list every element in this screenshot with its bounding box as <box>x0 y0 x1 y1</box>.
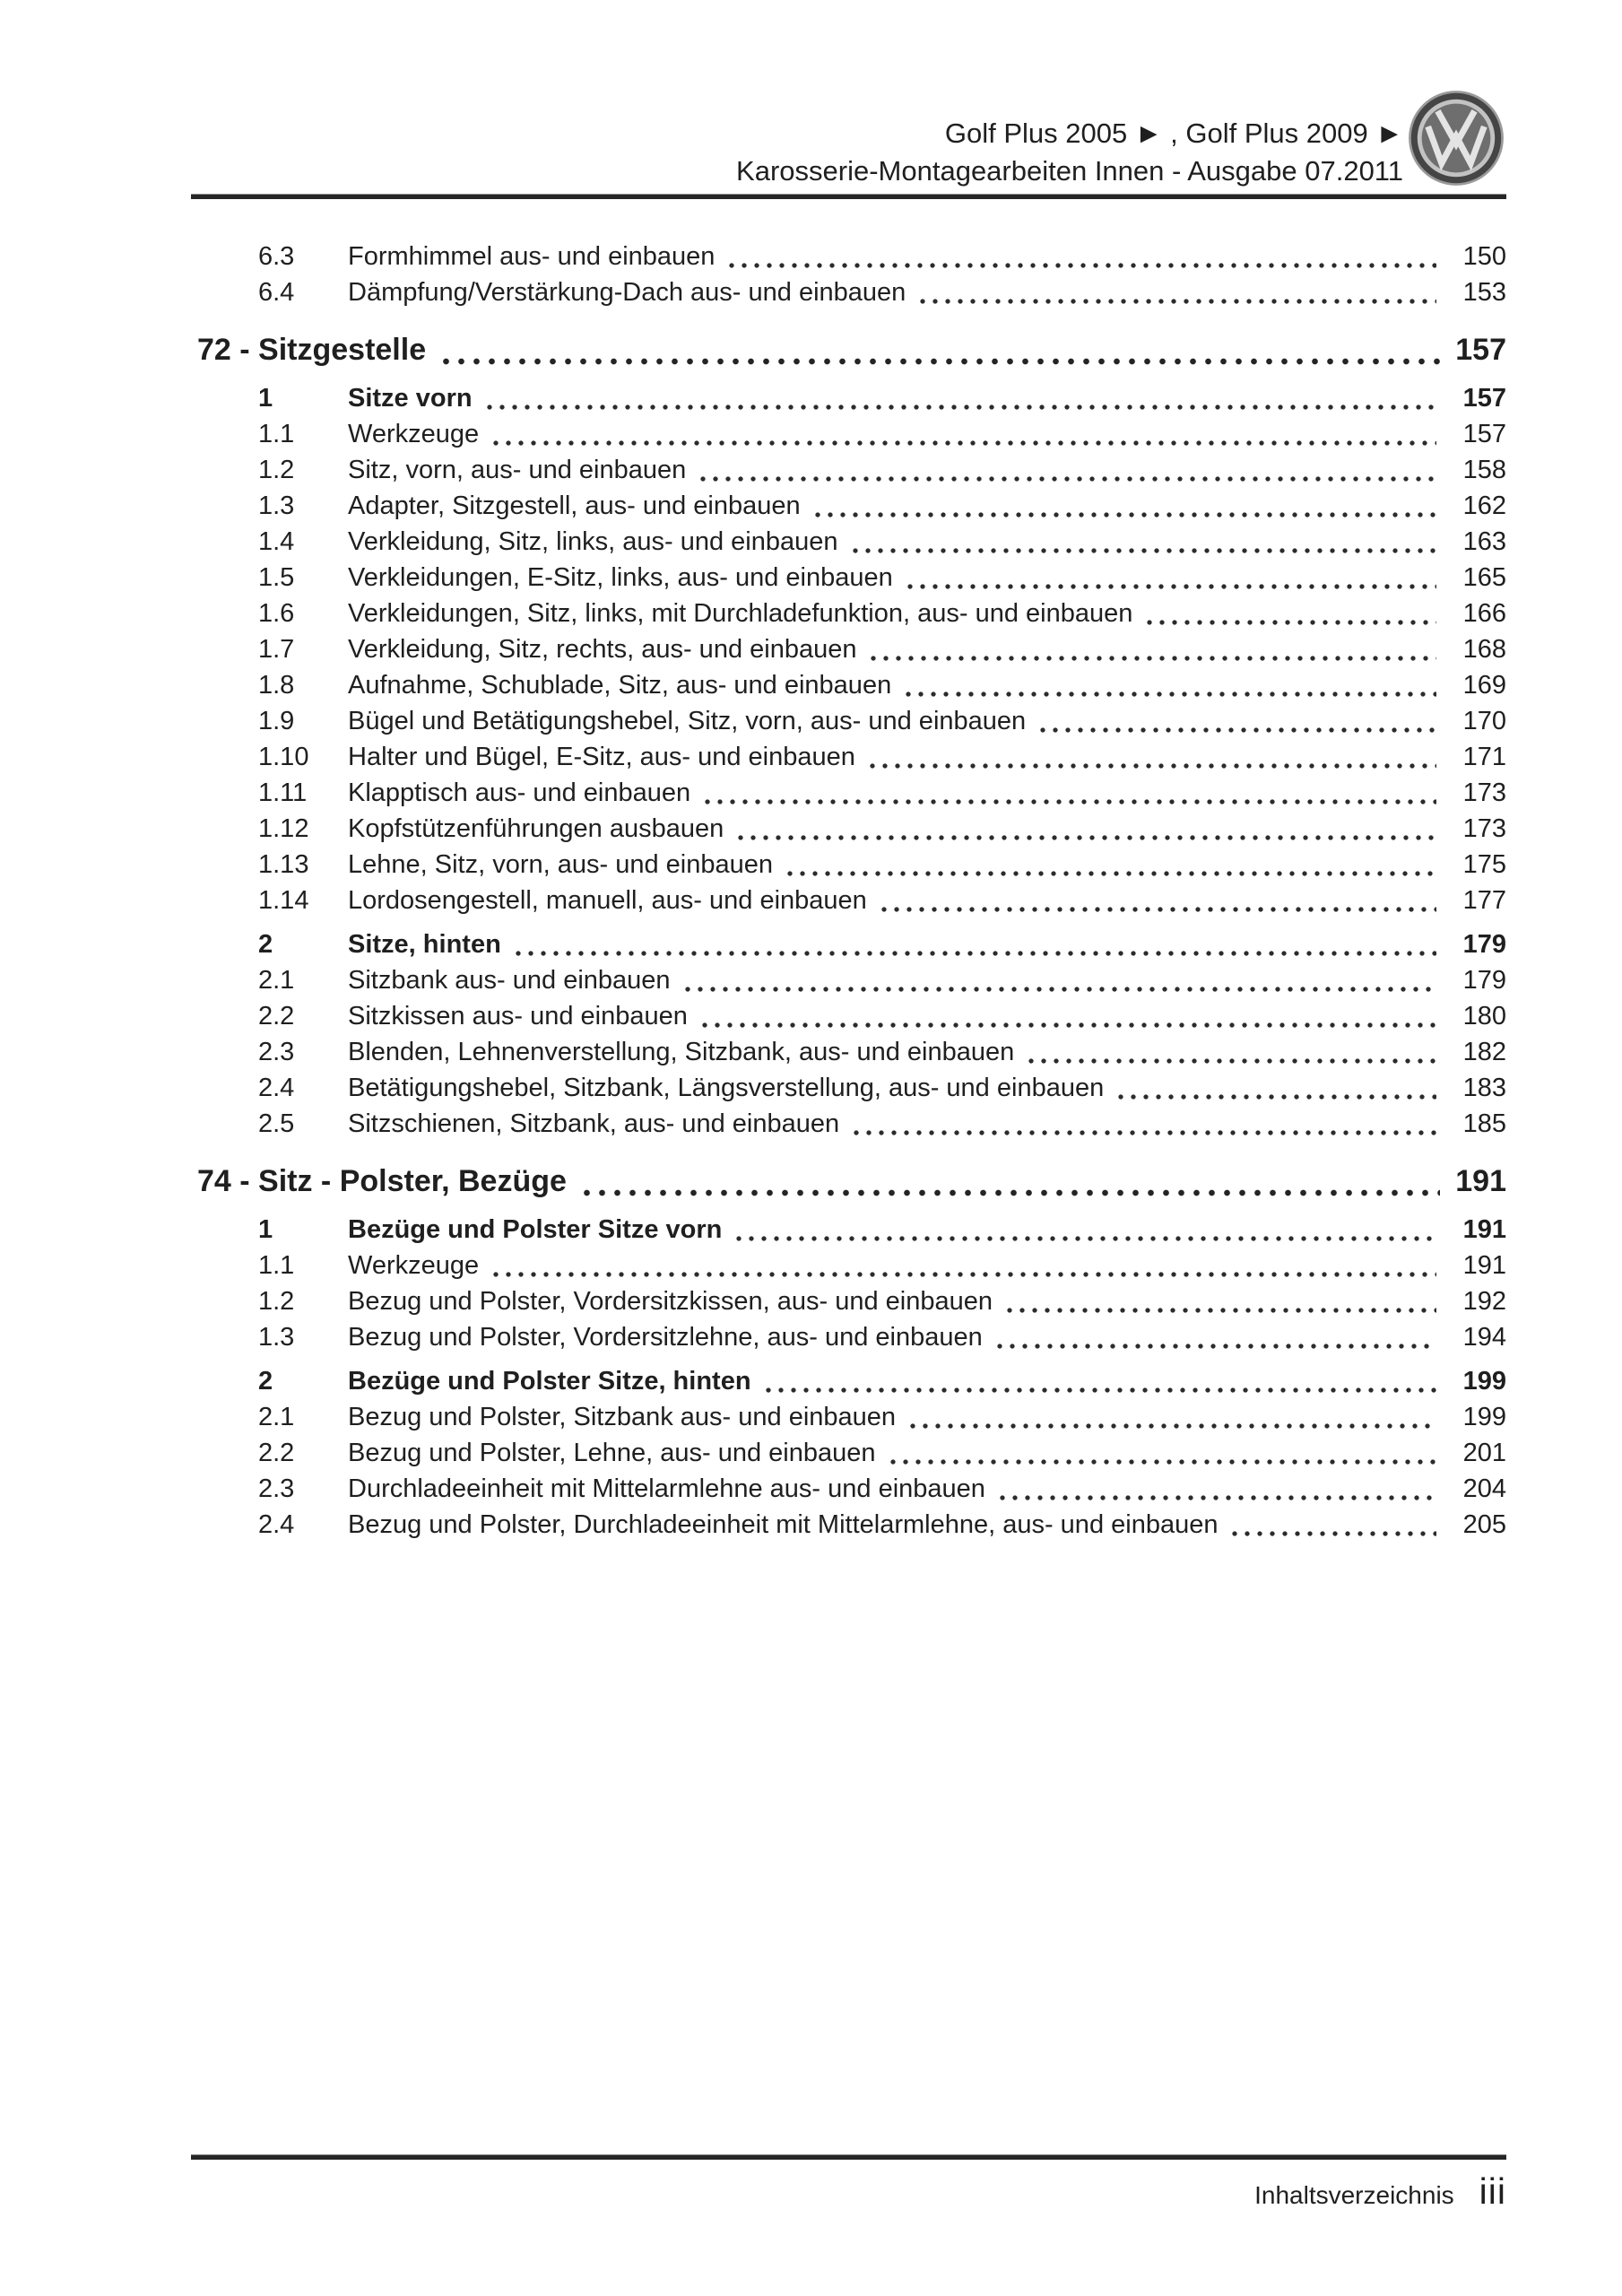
dot-leader <box>850 1106 1436 1142</box>
toc-entry-title: Bezug und Polster, Vordersitzlehne, aus- und einbauen <box>348 1323 983 1352</box>
dot-leader <box>906 1399 1436 1435</box>
dot-leader <box>811 488 1436 524</box>
dot-leader <box>867 631 1436 667</box>
toc-entry-page: 163 <box>1462 527 1506 556</box>
dot-leader <box>1037 703 1436 739</box>
toc-entry <box>191 962 1506 998</box>
toc-entry-title: Bezug und Polster, Sitzbank aus- und einbauen <box>348 1403 897 1431</box>
toc-entry-page: 204 <box>1462 1474 1506 1503</box>
dot-leader <box>1115 1070 1436 1106</box>
toc-entry-page: 183 <box>1462 1074 1506 1102</box>
toc-entry <box>191 667 1506 703</box>
toc-entry-page: 199 <box>1462 1367 1506 1396</box>
toc-entry-number: 2.1 <box>258 1403 295 1431</box>
toc-entry-page: 201 <box>1462 1439 1506 1467</box>
toc-entry <box>191 1106 1506 1142</box>
dot-leader <box>1025 1034 1436 1070</box>
toc-entry <box>191 1159 1506 1204</box>
toc-entry <box>191 775 1506 811</box>
toc-entry-title: Kopfstützenführungen ausbauen <box>348 814 724 843</box>
dot-leader <box>866 739 1436 775</box>
toc-entry-number: 2 <box>258 1367 273 1396</box>
toc-entry <box>191 596 1506 631</box>
toc-entry-number: 2.2 <box>258 1002 295 1031</box>
dot-leader <box>734 811 1436 847</box>
toc-entry <box>191 274 1506 310</box>
dot-leader <box>490 416 1436 452</box>
toc-entry-number: 2.5 <box>258 1109 295 1138</box>
toc-entry-title: Werkzeuge <box>348 420 480 448</box>
toc-entry-title: 74 - Sitz - Polster, Bezüge <box>197 1164 567 1198</box>
toc-entry-title: Bezüge und Polster Sitze vorn <box>348 1215 723 1244</box>
toc-entry-title: Sitze vorn <box>348 384 473 413</box>
toc-entry <box>191 847 1506 883</box>
toc-entry-page: 179 <box>1462 930 1506 959</box>
toc-entry <box>191 327 1506 372</box>
toc-entry-number: 1 <box>258 384 273 413</box>
toc-entry-number: 2.2 <box>258 1439 295 1467</box>
toc-list <box>191 226 1506 1543</box>
toc-entry-number: 1.10 <box>258 743 309 771</box>
toc-entry-page: 157 <box>1462 384 1506 413</box>
toc-entry-number: 1.5 <box>258 563 295 592</box>
toc-entry-page: 162 <box>1462 491 1506 520</box>
toc-entry-page: 185 <box>1462 1109 1506 1138</box>
toc-entry-title: Sitzkissen aus- und einbauen <box>348 1002 688 1031</box>
toc-entry-number: 2.3 <box>258 1038 295 1066</box>
toc-entry-page: 173 <box>1462 778 1506 807</box>
dot-leader <box>490 1248 1436 1283</box>
toc-entry-title: Betätigungshebel, Sitzbank, Längsverstellung, aus- und einbauen <box>348 1074 1105 1102</box>
toc-entry-title: Bügel und Betätigungshebel, Sitz, vorn, aus- und einbauen <box>348 707 1027 735</box>
dot-leader <box>784 847 1436 883</box>
toc-entry <box>191 739 1506 775</box>
toc-entry-title: Klapptisch aus- und einbauen <box>348 778 691 807</box>
toc-entry-title: Bezug und Polster, Lehne, aus- und einbauen <box>348 1439 876 1467</box>
header-title-line: Karosserie-Montagearbeiten Innen - Ausgabe 07.2011 <box>736 155 1403 187</box>
toc-entry <box>191 1034 1506 1070</box>
toc-entry-title: Lehne, Sitz, vorn, aus- und einbauen <box>348 850 773 879</box>
dot-leader <box>1143 596 1436 631</box>
toc-entry <box>191 811 1506 847</box>
toc-entry-page: 157 <box>1455 333 1506 367</box>
toc-entry <box>191 380 1506 416</box>
toc-entry-number: 1.13 <box>258 850 309 879</box>
dot-leader <box>438 327 1440 372</box>
toc-entry <box>191 1212 1506 1248</box>
toc-entry-page: 168 <box>1462 635 1506 664</box>
dot-leader <box>904 560 1436 596</box>
dot-leader <box>878 883 1436 918</box>
toc-entry <box>191 1507 1506 1543</box>
dot-leader <box>483 380 1436 416</box>
toc-entry-number: 1.1 <box>258 420 295 448</box>
toc-entry-number: 2 <box>258 930 273 959</box>
toc-entry-number: 6.3 <box>258 242 295 271</box>
dot-leader <box>681 962 1436 998</box>
toc-entry-title: Bezüge und Polster Sitze, hinten <box>348 1367 751 1396</box>
toc-entry <box>191 452 1506 488</box>
toc-entry <box>191 631 1506 667</box>
toc-entry-title: Sitzbank aus- und einbauen <box>348 966 671 995</box>
toc-entry-page: 199 <box>1462 1403 1506 1431</box>
toc-entry-page: 175 <box>1462 850 1506 879</box>
toc-entry-title: Sitze, hinten <box>348 930 501 959</box>
dot-leader <box>996 1471 1436 1507</box>
toc-entry-title: Durchladeeinheit mit Mittelarmlehne aus- und einbauen <box>348 1474 985 1503</box>
toc-entry <box>191 703 1506 739</box>
toc-entry-number: 2.4 <box>258 1510 295 1539</box>
footer-divider <box>191 2154 1506 2160</box>
toc-entry <box>191 416 1506 452</box>
toc-entry-page: 179 <box>1462 966 1506 995</box>
dot-leader <box>512 926 1436 962</box>
dot-leader <box>733 1212 1436 1248</box>
toc-entry-number: 2.4 <box>258 1074 295 1102</box>
toc-entry-title: Formhimmel aus- und einbauen <box>348 242 716 271</box>
toc-entry-number: 1.2 <box>258 1287 295 1316</box>
toc-entry-number: 1.3 <box>258 1323 295 1352</box>
dot-leader <box>698 998 1436 1034</box>
toc-entry-page: 182 <box>1462 1038 1506 1066</box>
page-footer <box>1254 2170 1506 2213</box>
dot-leader <box>697 452 1436 488</box>
toc-entry <box>191 1471 1506 1507</box>
toc-entry-number: 2.1 <box>258 966 295 995</box>
toc-entry-page: 192 <box>1462 1287 1506 1316</box>
toc-entry-page: 191 <box>1462 1251 1506 1280</box>
toc-entry <box>191 560 1506 596</box>
dot-leader <box>579 1159 1440 1204</box>
toc-entry-title: Bezug und Polster, Durchladeeinheit mit Mittelarmlehne, aus- und einbauen <box>348 1510 1219 1539</box>
toc-entry-number: 1.7 <box>258 635 295 664</box>
toc-entry-page: 169 <box>1462 671 1506 700</box>
toc-entry-title: Blenden, Lehnenverstellung, Sitzbank, aus- und einbauen <box>348 1038 1015 1066</box>
toc-entry <box>191 1283 1506 1319</box>
toc-entry-page: 153 <box>1462 278 1506 307</box>
toc-entry-page: 177 <box>1462 886 1506 915</box>
toc-entry-title: Verkleidungen, Sitz, links, mit Durchladefunktion, aus- und einbauen <box>348 599 1133 628</box>
toc-entry-title: Dämpfung/Verstärkung-Dach aus- und einbauen <box>348 278 906 307</box>
toc-entry-page: 150 <box>1462 242 1506 271</box>
toc-entry-number: 2.3 <box>258 1474 295 1503</box>
toc-entry-title: Werkzeuge <box>348 1251 480 1280</box>
toc-entry-page: 165 <box>1462 563 1506 592</box>
toc-entry-page: 170 <box>1462 707 1506 735</box>
toc-entry <box>191 1435 1506 1471</box>
toc-entry-page: 158 <box>1462 456 1506 484</box>
toc-entry-number: 1 <box>258 1215 273 1244</box>
toc-entry <box>191 1319 1506 1355</box>
toc-entry-number: 1.8 <box>258 671 295 700</box>
toc-entry <box>191 1399 1506 1435</box>
toc-entry-page: 180 <box>1462 1002 1506 1031</box>
toc-entry-number: 1.11 <box>258 778 308 807</box>
dot-leader <box>849 524 1436 560</box>
toc-entry <box>191 883 1506 918</box>
dot-leader <box>725 239 1436 274</box>
toc-entry-title: Halter und Bügel, E-Sitz, aus- und einbauen <box>348 743 855 771</box>
toc-entry-number: 1.14 <box>258 886 309 915</box>
toc-entry-number: 1.9 <box>258 707 295 735</box>
toc-entry-page: 194 <box>1462 1323 1506 1352</box>
toc-entry-title: Verkleidungen, E-Sitz, links, aus- und einbauen <box>348 563 893 592</box>
toc-entry-page: 173 <box>1462 814 1506 843</box>
toc-entry <box>191 1070 1506 1106</box>
toc-entry-number: 1.12 <box>258 814 309 843</box>
toc-entry-page: 191 <box>1455 1164 1506 1198</box>
page-header <box>736 115 1403 190</box>
footer-page-number: iii <box>1479 2170 1506 2212</box>
toc-entry <box>191 926 1506 962</box>
header-divider <box>191 194 1506 199</box>
toc-entry-number: 1.1 <box>258 1251 295 1280</box>
dot-leader <box>902 667 1436 703</box>
toc-entry-number: 1.4 <box>258 527 295 556</box>
toc-entry-title: Verkleidung, Sitz, rechts, aus- und einbauen <box>348 635 857 664</box>
toc-entry-page: 171 <box>1462 743 1506 771</box>
toc-entry-page: 157 <box>1462 420 1506 448</box>
toc-entry-number: 1.3 <box>258 491 295 520</box>
toc-entry <box>191 239 1506 274</box>
dot-leader <box>916 274 1436 310</box>
toc-entry <box>191 1363 1506 1399</box>
toc-entry-page: 166 <box>1462 599 1506 628</box>
dot-leader <box>1228 1507 1436 1543</box>
dot-leader <box>1003 1283 1436 1319</box>
header-model-line: Golf Plus 2005 ► , Golf Plus 2009 ► <box>944 117 1403 149</box>
toc-entry-title: 72 - Sitzgestelle <box>197 333 427 367</box>
toc-entry <box>191 1248 1506 1283</box>
dot-leader <box>701 775 1436 811</box>
vw-logo-icon <box>1408 90 1505 187</box>
toc-entry-title: Aufnahme, Schublade, Sitz, aus- und einbauen <box>348 671 892 700</box>
dot-leader <box>887 1435 1436 1471</box>
toc-entry-number: 6.4 <box>258 278 295 307</box>
footer-section-label: Inhaltsverzeichnis <box>1254 2181 1454 2209</box>
toc-entry-page: 205 <box>1462 1510 1506 1539</box>
toc-entry-number: 1.2 <box>258 456 295 484</box>
toc-entry-title: Sitz, vorn, aus- und einbauen <box>348 456 687 484</box>
toc-entry-title: Sitzschienen, Sitzbank, aus- und einbauen <box>348 1109 840 1138</box>
toc-entry-page: 191 <box>1462 1215 1506 1244</box>
toc-entry-title: Adapter, Sitzgestell, aus- und einbauen <box>348 491 801 520</box>
toc-entry <box>191 488 1506 524</box>
toc-entry-number: 1.6 <box>258 599 295 628</box>
toc-entry <box>191 524 1506 560</box>
toc-entry <box>191 998 1506 1034</box>
toc-entry-title: Verkleidung, Sitz, links, aus- und einbauen <box>348 527 838 556</box>
toc-entry-title: Bezug und Polster, Vordersitzkissen, aus- und einbauen <box>348 1287 993 1316</box>
dot-leader <box>762 1363 1436 1399</box>
dot-leader <box>993 1319 1436 1355</box>
toc-entry-title: Lordosengestell, manuell, aus- und einbauen <box>348 886 867 915</box>
